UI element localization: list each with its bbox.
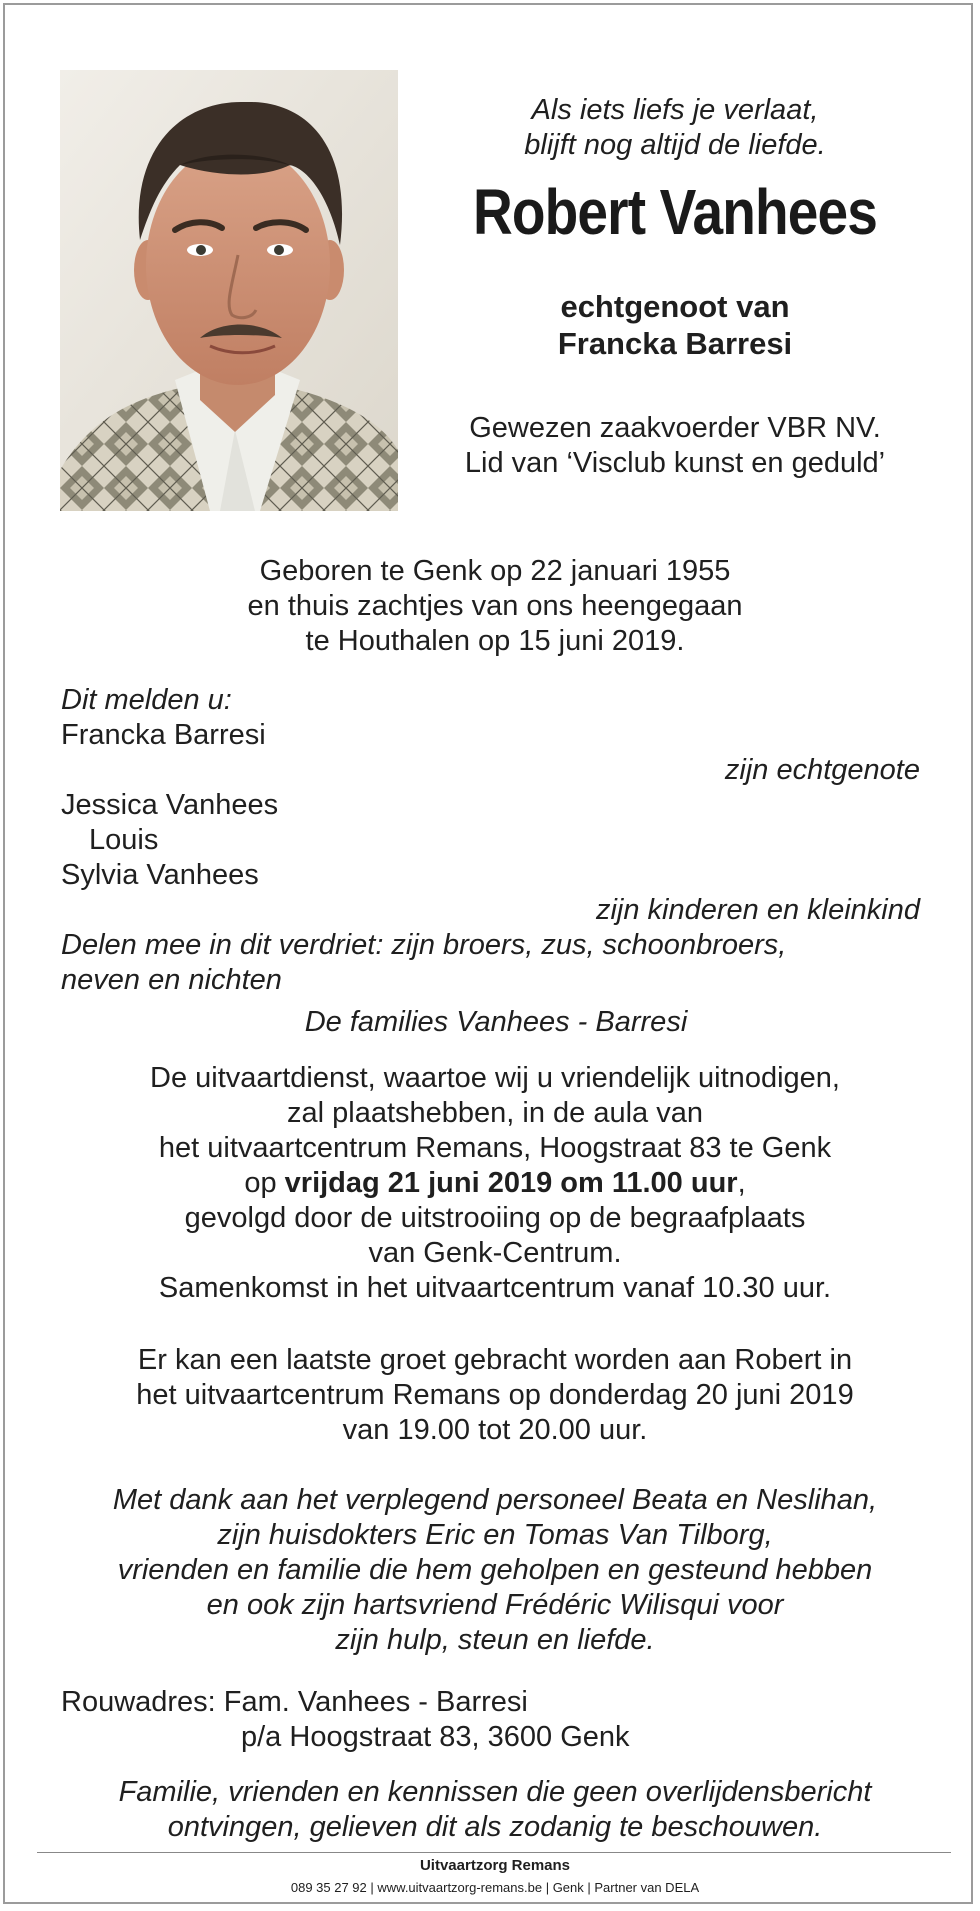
spouse-label: echtgenoot van bbox=[560, 289, 790, 324]
spouse-block bbox=[435, 288, 915, 362]
portrait-photo bbox=[60, 70, 398, 511]
deceased-name: Robert Vanhees bbox=[473, 176, 877, 248]
spouse-relation: zijn echtgenote bbox=[724, 754, 920, 786]
thanks-line: en ook zijn hartsvriend Frédéric Wilisqui voor bbox=[206, 1589, 784, 1621]
service-line: Samenkomst in het uitvaartcentrum vanaf 10.30 uur. bbox=[158, 1272, 832, 1304]
announcers-intro: Dit melden u: bbox=[61, 684, 232, 716]
motto-line: Als iets liefs je verlaat, bbox=[531, 94, 819, 126]
death-line: en thuis zachtjes van ons heengegaan bbox=[247, 590, 743, 622]
mourning-address: Rouwadres: Fam. Vanhees - Barresi bbox=[61, 1686, 528, 1718]
thanks-line: zijn hulp, steun en liefde. bbox=[335, 1624, 655, 1656]
greeting-block bbox=[65, 1343, 925, 1448]
thanks-block bbox=[45, 1483, 945, 1658]
role-line: Gewezen zaakvoerder VBR NV. bbox=[469, 412, 881, 444]
mourning-address-street: p/a Hoogstraat 83, 3600 Genk bbox=[241, 1721, 630, 1753]
motto-line: blijft nog altijd de liefde. bbox=[524, 129, 826, 161]
share-line: neven en nichten bbox=[61, 964, 282, 996]
service-date-line bbox=[65, 1166, 925, 1201]
footer-divider bbox=[37, 1852, 951, 1853]
service-line: De uitvaartdienst, waartoe wij u vriendelijk uitnodigen, bbox=[150, 1062, 840, 1094]
thanks-line: Met dank aan het verplegend personeel Beata en Neslihan, bbox=[112, 1484, 878, 1516]
motto bbox=[435, 93, 915, 163]
children-relation: zijn kinderen en kleinkind bbox=[595, 894, 920, 926]
service-block bbox=[65, 1061, 925, 1306]
role-line: Lid van ‘Visclub kunst en geduld’ bbox=[464, 447, 886, 479]
greeting-line: Er kan een laatste groet gebracht worden aan Robert in bbox=[137, 1344, 853, 1376]
announcer-child: Jessica Vanhees bbox=[61, 789, 279, 821]
obituary-card bbox=[3, 3, 973, 1904]
greeting-line: het uitvaartcentrum Remans op donderdag 20 juni 2019 bbox=[136, 1379, 854, 1411]
service-date-suffix: , bbox=[737, 1167, 746, 1199]
roles-block bbox=[425, 411, 925, 481]
closing-block bbox=[45, 1775, 945, 1845]
service-date: vrijdag 21 juni 2019 om 11.00 uur bbox=[284, 1167, 738, 1199]
greeting-line: van 19.00 tot 20.00 uur. bbox=[342, 1414, 648, 1446]
funeral-home-name: Uitvaartzorg Remans bbox=[419, 1857, 571, 1874]
announcer-spouse: Francka Barresi bbox=[61, 719, 266, 751]
birth-line: Geboren te Genk op 22 januari 1955 bbox=[259, 555, 731, 587]
closing-line: Familie, vrienden en kennissen die geen overlijdensbericht bbox=[118, 1776, 872, 1808]
announcer-grandchild: Louis bbox=[89, 824, 159, 856]
death-line: te Houthalen op 15 juni 2019. bbox=[305, 625, 685, 657]
funeral-home-contact: 089 35 27 92 | www.uitvaartzorg-remans.be | Genk | Partner van DELA bbox=[290, 1880, 700, 1895]
thanks-line: vrienden en familie die hem geholpen en gesteund hebben bbox=[117, 1554, 873, 1586]
service-line: van Genk-Centrum. bbox=[368, 1237, 622, 1269]
closing-line: ontvingen, gelieven dit als zodanig te beschouwen. bbox=[167, 1811, 823, 1843]
service-line: zal plaatshebben, in de aula van bbox=[287, 1097, 703, 1129]
announcer-child: Sylvia Vanhees bbox=[61, 859, 259, 891]
service-date-prefix: op bbox=[244, 1167, 285, 1199]
service-line: gevolgd door de uitstrooiing op de begraafplaats bbox=[184, 1202, 806, 1234]
share-line: Delen mee in dit verdriet: zijn broers, zus, schoonbroers, bbox=[61, 929, 787, 961]
thanks-line: zijn huisdokters Eric en Tomas Van Tilborg, bbox=[217, 1519, 773, 1551]
service-line: het uitvaartcentrum Remans, Hoogstraat 83 te Genk bbox=[158, 1132, 832, 1164]
families-line: De families Vanhees - Barresi bbox=[304, 1006, 688, 1038]
spouse-name: Francka Barresi bbox=[557, 326, 793, 361]
birth-death-block bbox=[125, 554, 865, 659]
